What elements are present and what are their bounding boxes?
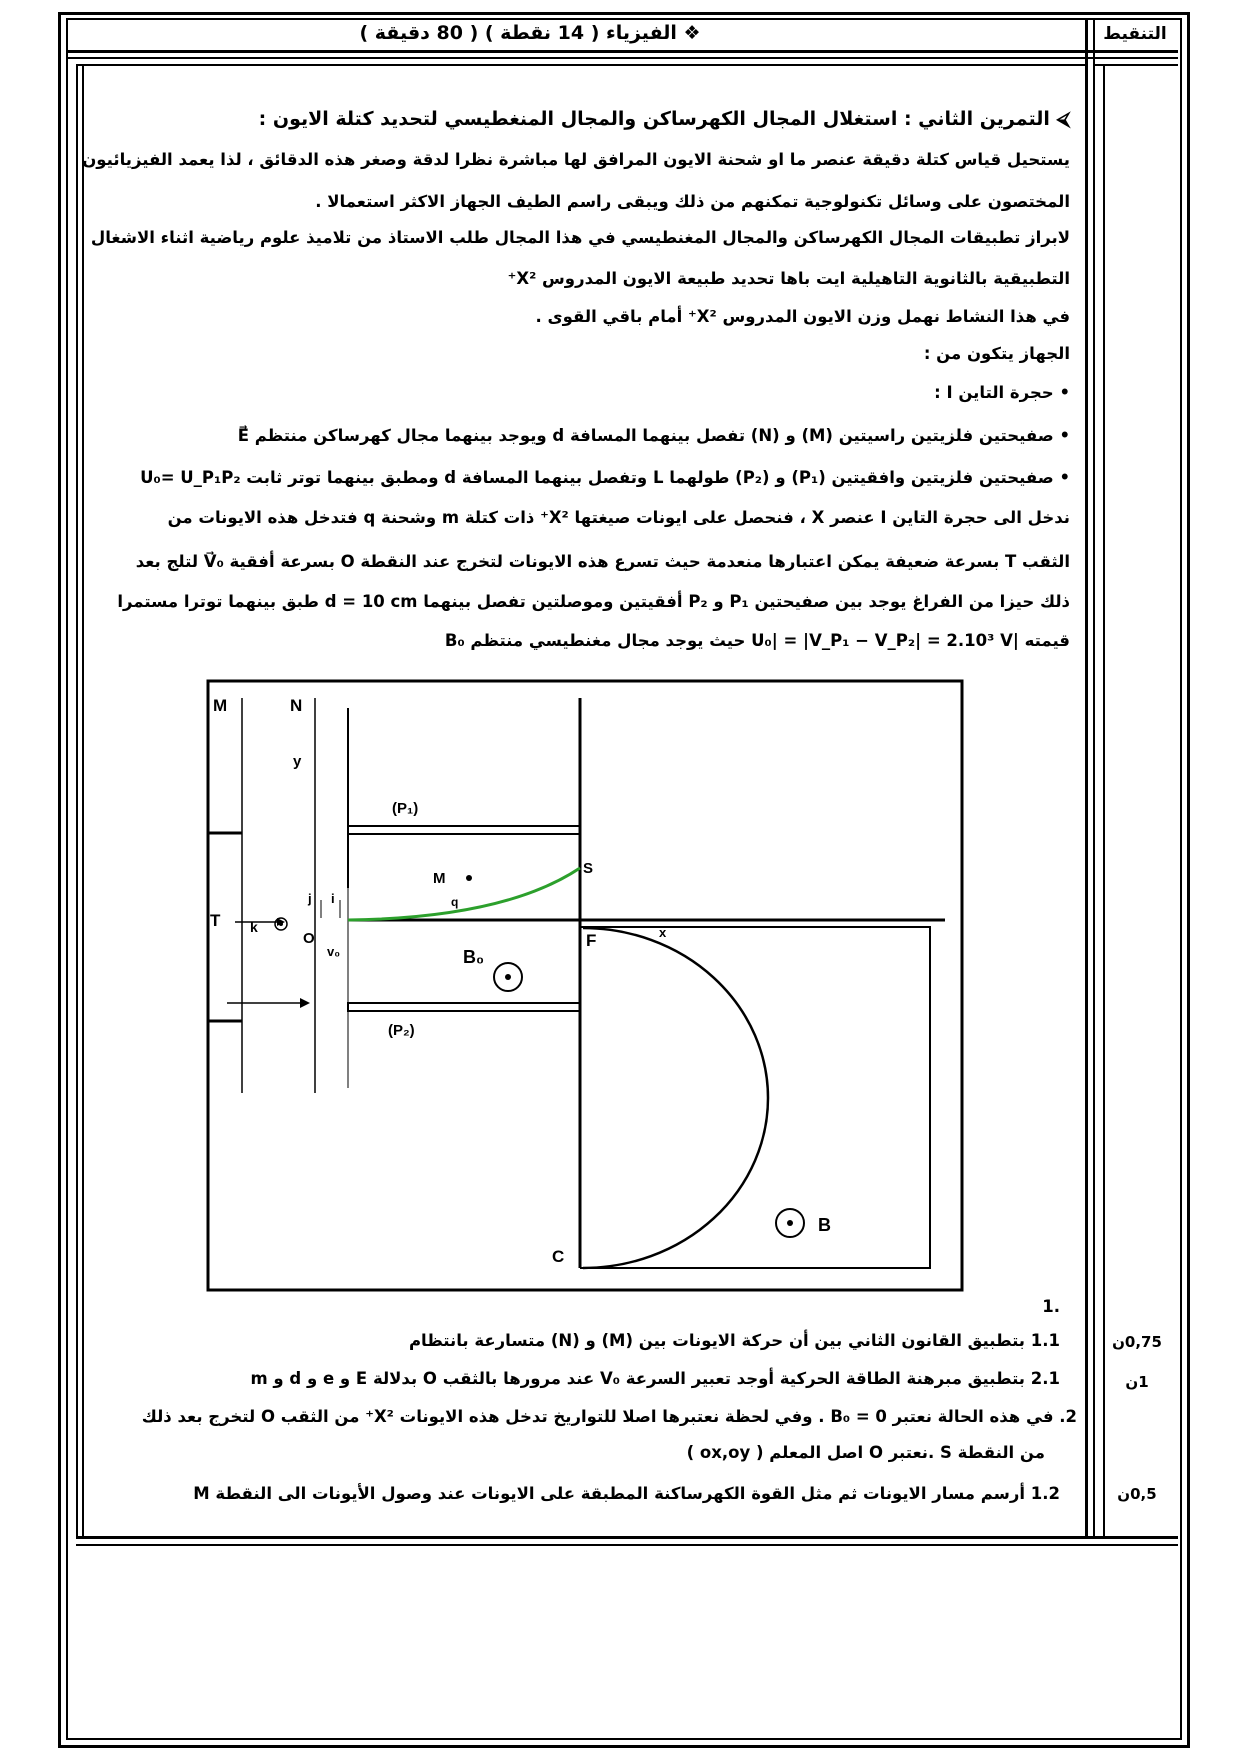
B-dot: [787, 1220, 793, 1226]
label-q: q: [451, 895, 459, 909]
label-B0: B₀: [463, 947, 485, 967]
figure-border: [208, 681, 962, 1290]
question-1: 1.: [1042, 1297, 1060, 1316]
text-line-12: ذلك حيزا من الفراغ يوجد بين صفيحتين P₁ و P₂ أفقيتين وموصلتين تفصل بينهما d = 10 cm طبق بينهما توترا مستمرا: [117, 592, 1070, 611]
content-bottom-border: [76, 1536, 1178, 1539]
question-1-1: 1.1 بتطبيق القانون الثاني بين أن حركة الايونات بين (M) و (N) متسارعة بانتظام: [408, 1331, 1060, 1350]
grading-inner-border: [1103, 64, 1105, 1536]
exercise-title: ⮘ التمرين الثاني : استغلال المجال الكهرساكن والمجال المنغطيسي لتحديد كتلة الايون :: [258, 108, 1070, 130]
label-C: C: [552, 1247, 565, 1266]
grading-top-border: [1093, 64, 1178, 66]
text-line-8: • صفيحتين فلزيتين راسيتين (M) و (N) تفصل بينهما المسافة d ويوجد بينهما مجال كهرساكن منتظم E⃗: [237, 426, 1070, 445]
content-top-border: [76, 64, 1086, 66]
label-S: S: [583, 860, 594, 877]
label-P1: (P₁): [392, 800, 419, 817]
section-title: ❖ الفيزياء ( 14 نقطة ) ( 80 دقيقة ): [359, 22, 701, 44]
label-N: N: [290, 696, 303, 715]
label-M-point: M: [433, 870, 446, 887]
question-2-1: 1.2 أرسم مسار الايونات ثم مثل القوة الكهرساكنة المطبقة على الايونات عند وصول الأيونات الى النقطة M: [193, 1484, 1060, 1503]
B0-dot: [505, 974, 511, 980]
plate-P2: [348, 1003, 580, 1011]
text-line-7: • حجرة التاين I :: [934, 383, 1070, 402]
label-y: y: [293, 753, 302, 770]
text-line-5: في هذا النشاط نهمل وزن الايون المدروس X²⁺ أمام باقي القوى .: [535, 307, 1070, 326]
question-2-cont: من النقطة S .نعتبر O اصل المعلم ( ox,oy ): [686, 1443, 1045, 1462]
label-T: T: [210, 911, 221, 930]
text-line-3: لابراز تطبيقات المجال الكهرساكن والمجال المغنطيسي في هذا المجال طلب الاستاذ من تلاميذ علوم رياضية اثناء الاشغال: [90, 228, 1070, 247]
grading-column-divider: [1085, 18, 1088, 1536]
text-line-2: المختصون على وسائل تكنولوجية تمكنهم من ذلك ويبقى راسم الطيف الجهاز الاكثر استعمالا .: [315, 192, 1070, 211]
content-left-border: [76, 64, 78, 1536]
label-k: k: [250, 919, 258, 935]
content-left-border-2: [82, 64, 84, 1536]
question-2: 2. في هذه الحالة نعتبر B₀ = 0 . وفي لحظة نعتبرها اصلا للتواريخ تدخل هذه الايونات X²⁺ من الثقب O لتخرج بعد ذلك: [141, 1407, 1077, 1426]
label-j: j: [308, 891, 312, 906]
text-line-13: قيمته |U₀| = |V_P₁ − V_P₂| = 2.10³ V حيث يوجد مجال مغنطيسي منتظم B₀: [444, 631, 1070, 650]
text-line-10: ندخل الى حجرة التاين I عنصر X ، فنحصل على ايونات صيغتها X²⁺ ذات كتلة m وشحنة q فتدخل هذه الايونات من: [167, 508, 1070, 527]
header-divider-2: [68, 57, 1178, 59]
label-i: i: [331, 891, 335, 906]
text-line-11: الثقب T بسرعة ضعيفة يمكن اعتبارها منعدمة حيث تسرع هذه الايونات لتخرج عند النقطة O بسرعة أفقية V⃗₀ لتلج بعد: [135, 552, 1070, 571]
score-q2-1: 0,5ن: [1117, 1485, 1157, 1503]
grading-header: التنقيط: [1103, 24, 1167, 44]
label-F: F: [586, 931, 597, 950]
header-divider: [68, 50, 1178, 53]
point-M: [466, 875, 472, 881]
label-O: O: [303, 930, 315, 947]
text-line-1: يستحيل قياس كتلة دقيقة عنصر ما او شحنة الايون المرافق لها مباشرة نظرا لدقة وصغر هذه الدقائق ، لذا يعمد الفيزيائيون: [82, 150, 1070, 169]
ion-apparatus-figure: [205, 678, 965, 1293]
text-line-4: التطبيقية بالثانوية التاهيلية ايت باها تحديد طبيعة الايون المدروس X²⁺: [507, 269, 1070, 288]
score-q1-1: 0,75ن: [1112, 1333, 1162, 1351]
label-x: x: [659, 925, 667, 940]
label-P2: (P₂): [388, 1022, 415, 1039]
plate-P1: [348, 826, 580, 834]
label-B: B: [818, 1215, 831, 1235]
label-v0: v₀: [327, 944, 341, 959]
question-1-2: 2.1 بتطبيق مبرهنة الطاقة الحركية أوجد تعبير السرعة V₀ عند مرورها بالثقب O بدلالة E و e و d و m: [250, 1369, 1060, 1388]
text-line-6: الجهاز يتكون من :: [923, 344, 1070, 363]
content-bottom-border-2: [76, 1544, 1178, 1546]
grading-column-divider-2: [1093, 18, 1095, 1536]
text-line-9: • صفيحتين فلزيتين وافقيتين (P₁) و (P₂) طولهما L وتفصل بينهما المسافة d ومطبق بينهما توتر ثابت U₀= U_P₁P₂: [140, 468, 1070, 487]
score-q1-2: 1ن: [1125, 1373, 1149, 1391]
k-dot: [279, 922, 283, 926]
label-M: M: [213, 696, 228, 715]
